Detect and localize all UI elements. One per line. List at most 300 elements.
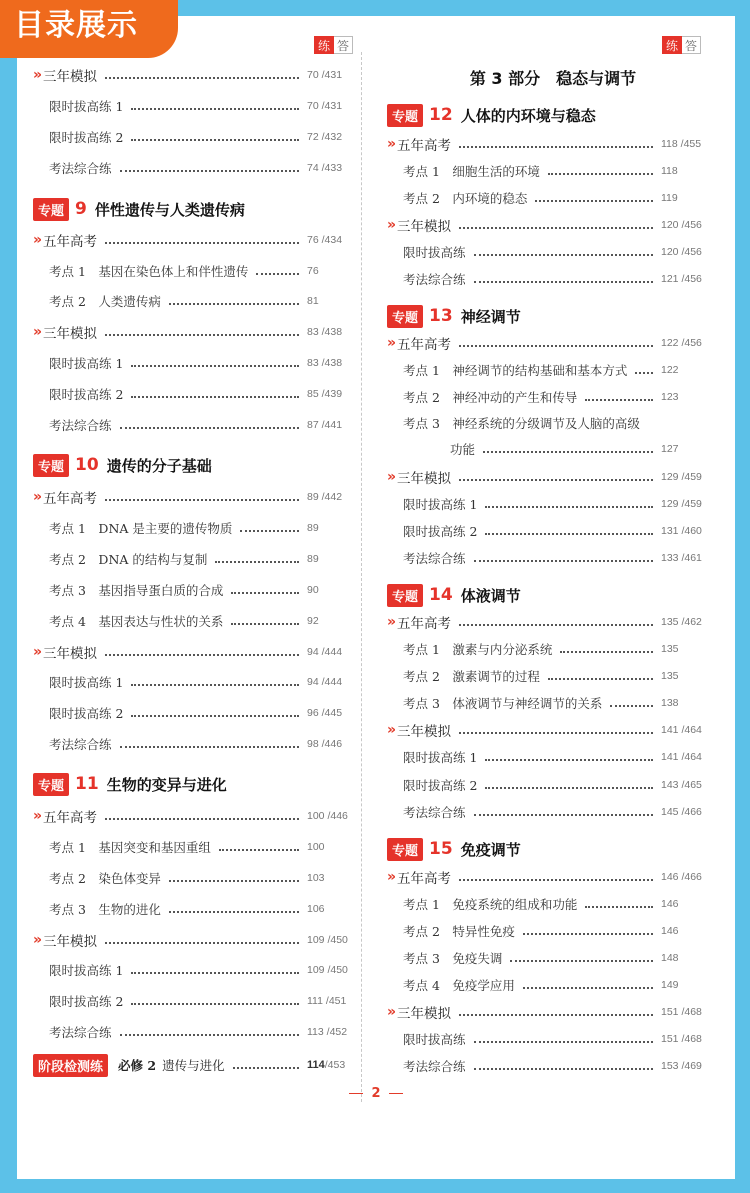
answer-page-number: 456 [684,219,702,231]
toc-section-header[interactable] [33,640,365,664]
toc-entry[interactable] [33,125,365,149]
answer-page-number: 465 [684,779,702,791]
toc-entry-label: 五年高考 [43,234,98,250]
toc-entry-label: 考点 2 染色体变异 [49,871,161,886]
page-number: 83 [307,326,319,338]
page-number: 106 [307,903,325,915]
leader-dots [256,273,299,275]
toc-entry-label: 考点 3 基因指导蛋白质的合成 [49,583,224,598]
answer-page-number: 432 [324,131,343,143]
answer-page-number: 438 [324,357,343,369]
answer-page: /439 [318,388,343,400]
chevron-right-icon: » [33,932,43,948]
toc-entry-label: 限时拔高练 [403,245,466,260]
page-ref [307,584,365,596]
answer-page-number: 444 [324,676,343,688]
page-ref [307,738,365,750]
toc-entry-label: 考点 4 基因表达与性状的关系 [49,614,224,629]
toc-entry-label: 三年模拟 [43,934,98,950]
toc-entry[interactable] [387,411,719,435]
toc-entry[interactable] [33,732,365,756]
toc-entry-label: 考法综合练 [403,1059,466,1074]
answer-page-number: 445 [324,707,343,719]
toc-entry[interactable] [33,94,365,118]
toc-section-header[interactable] [387,465,719,489]
page-number: 149 [661,979,679,991]
toc-entry[interactable] [387,1054,719,1078]
toc-entry-label: 三年模拟 [43,646,98,662]
answer-page: /466 [678,806,702,818]
chevron-right-icon: » [387,335,397,351]
topic-title: 神经调节 [460,307,521,326]
page-number: 76 [307,265,319,277]
toc-entry-label: 限时拔高练 2 [403,524,478,539]
leader-dots [131,139,299,141]
stage-test-book: 必修 2 [118,1058,157,1073]
leader-dots [169,303,299,305]
page-number: 90 [307,584,319,596]
page-number: 138 [661,697,679,709]
leader-dots [459,345,653,347]
leader-dots [459,227,653,229]
page-number: 120 [661,219,679,231]
leader-dots [120,1034,299,1036]
leader-dots [474,1041,653,1043]
answer-page: /450 [324,934,348,946]
toc-entry-label: 考点 2 激素调节的过程 [403,669,540,684]
chevron-right-icon: » [387,614,397,630]
page-number: 122 [661,364,679,376]
answer-page: /461 [678,552,702,564]
page-ref [661,898,719,910]
answer-page: /456 [678,337,702,349]
chevron-right-icon: » [33,489,43,505]
leader-dots [459,624,653,626]
toc-entry[interactable] [387,267,719,291]
answer-page-number: 444 [324,646,343,658]
toc-entry-label: 考点 1 神经调节的结构基础和基本方式 [403,363,628,378]
page-ref [661,806,719,818]
page-ref [661,165,719,177]
answer-page: /464 [678,724,702,736]
leader-dots [240,530,299,532]
toc-section-header[interactable] [387,1000,719,1024]
answer-page-number: 464 [684,751,702,763]
page-number: 141 [661,751,679,763]
page-number: 145 [661,806,679,818]
toc-entry-label: 考点 3 体液调节与神经调节的关系 [403,696,603,711]
leader-dots [459,1014,653,1016]
toc-entry-label: 限时拔高练 2 [49,706,124,721]
toc-entry-stage-test[interactable] [33,1053,365,1077]
lian-label: 练 [314,36,334,54]
toc-entry[interactable] [33,382,365,406]
page-number: 74 [307,162,319,174]
page-number: 72 [307,131,319,143]
toc-entry[interactable] [33,156,365,180]
topic-tag: 专题 [33,454,69,477]
toc-section-header[interactable] [33,928,365,952]
page-ref [307,646,365,658]
page-number: 127 [661,443,679,455]
toc-entry[interactable] [33,989,365,1013]
page-number: 122 [661,337,679,349]
page-number: 92 [307,615,319,627]
leader-dots [459,732,653,734]
topic-title: 伴性遗传与人类遗传病 [94,200,245,219]
page-ref [307,872,365,884]
toc-entry[interactable] [33,413,365,437]
page-number: 129 [661,498,679,510]
topic-number: 9 [75,199,87,219]
toc-entry[interactable] [33,835,365,859]
answer-page: /444 [318,676,343,688]
toc-entry[interactable] [387,1027,719,1051]
topic-heading [387,836,719,862]
toc-entry[interactable] [387,240,719,264]
toc-section-header[interactable] [387,213,719,237]
topic-number: 15 [429,839,453,859]
leader-dots [474,560,653,562]
stage-test-tag: 阶段检测练 [33,1054,108,1077]
page-number: 120 [661,246,679,258]
page-ref [661,724,719,736]
toc-entry[interactable] [387,892,719,916]
da-label: 答 [682,36,701,54]
page-ref [661,670,719,682]
toc-section-header[interactable] [33,485,365,509]
answer-page: /431 [318,100,343,112]
chevron-right-icon: » [33,324,43,340]
toc-section-header[interactable] [387,865,719,889]
page-number: 76 [307,234,319,246]
page-ref [661,391,719,403]
answer-page-number: 438 [324,326,343,338]
topic-number: 10 [75,455,99,475]
toc-entry[interactable] [387,664,719,688]
toc-entry-label: 考法综合练 [49,418,112,433]
topic-tag: 专题 [387,305,423,328]
leader-dots [523,933,653,935]
answer-page: /456 [678,219,702,231]
page-number: 89 [307,491,319,503]
toc-entry-label: 五年高考 [43,810,98,826]
toc-entry-label: 考点 1 细胞生活的环境 [403,164,540,179]
toc-entry-label: 考点 3 神经系统的分级调节及人脑的高级 [403,416,640,431]
answer-page: /446 [318,738,343,750]
da-label: 答 [334,36,353,54]
toc-entry-label: 考法综合练 [403,551,466,566]
stage-test-label [118,1056,225,1074]
page-ref [307,707,365,719]
page-ref [307,903,365,915]
part-title: 第 3 部分 稳态与调节 [469,69,637,88]
toc-section-header[interactable] [33,228,365,252]
answer-page: /441 [318,419,343,431]
topic-tag: 专题 [387,838,423,861]
topic-title: 生物的变异与进化 [106,775,227,794]
answer-page-number: 433 [324,162,343,174]
leader-dots [131,1003,299,1005]
toc-entry-label: 三年模拟 [397,724,452,740]
toc-entry[interactable] [33,351,365,375]
toc-entry-label: 考点 1 基因突变和基因重组 [49,840,211,855]
leader-dots [231,623,299,625]
leader-dots [610,705,653,707]
page-banner: 目录展示 [0,0,178,58]
toc-entry-label: 限时拔高练 2 [49,130,124,145]
topic-heading [33,196,365,222]
toc-entry[interactable] [33,701,365,725]
page-ref [661,779,719,791]
toc-entry[interactable] [387,186,719,210]
toc-entry[interactable] [33,897,365,921]
leader-dots [585,399,653,401]
leader-dots [560,651,653,653]
chevron-right-icon: » [33,232,43,248]
answer-page-number: 466 [684,806,702,818]
toc-entry[interactable] [33,547,365,571]
page-number: 146 [661,925,679,937]
toc-entry-label: 考点 2 内环境的稳态 [403,191,528,206]
page-number: 143 [661,779,679,791]
page-number: 153 [661,1060,679,1072]
toc-entry[interactable] [33,1020,365,1044]
page-ref [661,1033,719,1045]
topic-tag: 专题 [387,584,423,607]
page-number: 151 [661,1006,679,1018]
toc-entry[interactable] [387,492,719,516]
toc-entry-label: 考点 2 DNA 的结构与复制 [49,552,208,567]
page-number: 89 [307,553,319,565]
page-ref [307,841,365,853]
toc-entry[interactable] [387,437,719,461]
page-ref [661,871,719,883]
answer-page-number: 468 [684,1006,702,1018]
answer-page: /431 [318,69,343,81]
page-number: 89 [307,522,319,534]
topic-number: 11 [75,774,99,794]
leader-dots [510,960,653,962]
toc-sheet [17,16,735,1179]
answer-page: /462 [678,616,702,628]
leader-dots [459,479,653,481]
page-number: 109 [307,964,325,976]
page-ref [307,934,365,946]
leader-dots [131,715,299,717]
toc-entry-label: 三年模拟 [43,326,98,342]
page-number: 135 [661,616,679,628]
page-number: 85 [307,388,319,400]
toc-entry[interactable] [33,609,365,633]
toc-section-header[interactable] [387,331,719,355]
page-number: 81 [307,295,319,307]
toc-entry-label: 考点 1 免疫系统的组成和功能 [403,897,578,912]
page-ref [661,525,719,537]
page-ref [307,676,365,688]
answer-page: /455 [677,138,702,150]
page-number: 131 [661,525,679,537]
page-number: 129 [661,471,679,483]
toc-entry[interactable] [387,519,719,543]
page-ref [661,979,719,991]
answer-page-number: 431 [324,69,343,81]
page-ref [307,1059,365,1071]
answer-page-number: 456 [684,337,702,349]
toc-entry[interactable] [387,773,719,797]
toc-section-header[interactable] [33,320,365,344]
leader-dots [474,281,653,283]
leader-dots [585,906,653,908]
page-number: 148 [661,952,679,964]
toc-entry-label: 限时拔高练 2 [49,387,124,402]
toc-entry[interactable] [387,358,719,382]
toc-entry[interactable] [387,159,719,183]
leader-dots [169,880,299,882]
toc-entry[interactable] [33,958,365,982]
toc-entry-label: 限时拔高练 1 [49,99,124,114]
topic-title: 体液调节 [460,586,521,605]
leader-dots [105,942,299,944]
toc-entry-label: 考点 1 基因在染色体上和伴性遗传 [49,264,249,279]
leader-dots [120,427,299,429]
page-ref [661,443,719,455]
topic-title: 遗传的分子基础 [106,456,212,475]
page-number: 151 [661,1033,679,1045]
topic-tag: 专题 [33,773,69,796]
page-ref [307,388,365,400]
leader-dots [231,592,299,594]
leader-dots [105,334,299,336]
answer-page: /465 [678,779,702,791]
page-number: 103 [307,872,325,884]
answer-page: /438 [318,357,343,369]
toc-entry[interactable] [33,516,365,540]
toc-entry-label: 五年高考 [43,491,98,507]
page-number: 96 [307,707,319,719]
topic-heading [387,102,719,128]
toc-section-header[interactable] [387,718,719,742]
toc-entry-label: 限时拔高练 2 [403,778,478,793]
toc-entry[interactable] [33,866,365,890]
toc-entry-label: 三年模拟 [397,471,452,487]
page-number: 118 [661,165,678,177]
toc-entry[interactable] [387,546,719,570]
toc-entry[interactable] [387,745,719,769]
toc-entry[interactable] [387,385,719,409]
toc-entry[interactable] [387,973,719,997]
toc-entry[interactable] [387,919,719,943]
page-ref [307,265,365,277]
chevron-right-icon: » [387,217,397,233]
leader-dots [548,173,653,175]
answer-page-number: 459 [684,498,702,510]
toc-entry-label: 五年高考 [397,871,452,887]
answer-page-number: 469 [684,1060,702,1072]
toc-entry[interactable] [387,946,719,970]
topic-number: 12 [429,105,453,125]
page-ref [307,419,365,431]
topic-number: 13 [429,306,453,326]
leader-dots [548,678,653,680]
answer-page-number: 439 [324,388,343,400]
toc-entry-label: 考点 3 免疫失调 [403,951,503,966]
leader-dots [131,972,299,974]
page-ref [307,234,365,246]
answer-page-number: 442 [324,491,343,503]
answer-page: /451 [322,995,347,1007]
page-number: 118 [661,138,678,150]
toc-entry[interactable] [387,800,719,824]
toc-entry-label: 考法综合练 [49,161,112,176]
page-ref [661,643,719,655]
page-ref [307,326,365,338]
topic-heading [387,582,719,608]
page-ref [307,995,365,1007]
toc-entry-label: 五年高考 [397,616,452,632]
answer-page: /459 [678,498,702,510]
page-number: 135 [661,670,679,682]
toc-entry-label: 限时拔高练 2 [49,994,124,1009]
toc-section-header[interactable] [33,63,365,87]
page-number: 83 [307,357,319,369]
page-ref [661,219,719,231]
toc-entry[interactable] [33,289,365,313]
toc-entry-label: 考法综合练 [403,805,466,820]
toc-section-header[interactable] [387,610,719,634]
topic-number: 14 [429,585,453,605]
toc-entry[interactable] [387,691,719,715]
chevron-right-icon: » [33,808,43,824]
toc-section-header[interactable] [33,804,365,828]
toc-entry[interactable] [387,637,719,661]
answer-page: /434 [318,234,343,246]
answer-page: /464 [678,751,702,763]
answer-page-number: 462 [684,616,702,628]
toc-entry-label: 考点 2 特异性免疫 [403,924,515,939]
chevron-right-icon: » [387,136,397,152]
page-number: 109 [307,934,325,946]
leader-dots [535,200,653,202]
page-number: 146 [661,871,679,883]
leader-dots [635,372,653,374]
answer-page: /460 [678,525,702,537]
toc-entry-label: 考点 1 激素与内分泌系统 [403,642,553,657]
page-number: 70 [307,100,319,112]
toc-entry-label: 限时拔高练 1 [49,963,124,978]
page-ref [661,138,719,150]
page-ref [307,615,365,627]
page-ref [307,131,365,143]
toc-entry[interactable] [33,578,365,602]
toc-section-header[interactable] [387,132,719,156]
leader-dots [105,654,299,656]
answer-page: /444 [318,646,343,658]
leader-dots [474,814,653,816]
answer-page: /433 [318,162,343,174]
toc-entry[interactable] [33,670,365,694]
answer-page-number: 452 [329,1026,348,1038]
topic-title: 免疫调节 [460,840,521,859]
toc-entry-label: 三年模拟 [43,69,98,85]
answer-page-number: 456 [684,273,702,285]
page-number: 94 [307,646,319,658]
answer-page: /442 [318,491,343,503]
toc-entry-label: 考点 4 免疫学应用 [403,978,515,993]
toc-entry[interactable] [33,259,365,283]
leader-dots [131,108,299,110]
answer-page-number: 459 [684,471,702,483]
